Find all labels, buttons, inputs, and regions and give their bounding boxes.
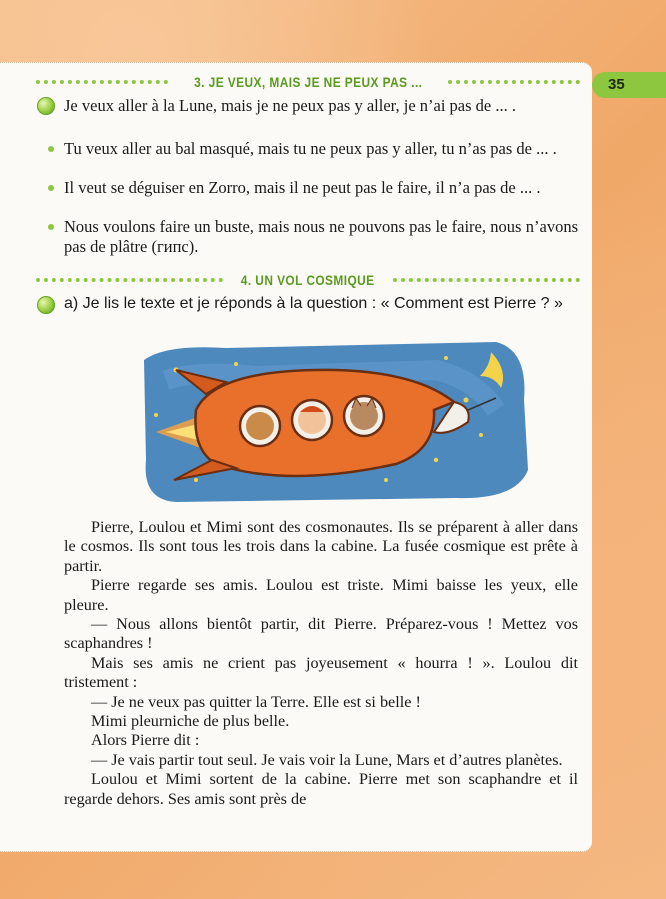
green-bullet-icon bbox=[48, 146, 54, 152]
exercise-3-item-1: Je veux aller à la Lune, mais je ne peux pas y aller, je n’ai pas de ... . bbox=[64, 96, 517, 115]
story-text bbox=[64, 518, 578, 809]
story-paragraph: — Je vais partir tout seul. Je vais voir la Lune, Mars et d’autres planètes. bbox=[91, 750, 563, 769]
page-number: 35 bbox=[592, 72, 666, 98]
section-4-header bbox=[36, 270, 580, 290]
story-paragraph: — Je ne veux pas quitter la Terre. Elle est si belle ! bbox=[91, 692, 421, 711]
story-paragraph: Mais ses amis ne crient pas joyeusement « hourra ! ». Loulou dit tristement : bbox=[64, 653, 578, 692]
green-ball-icon bbox=[37, 97, 55, 115]
section-3-title: 3. JE VEUX, MAIS JE NE PEUX PAS ... bbox=[193, 74, 423, 90]
green-ball-icon bbox=[37, 296, 55, 314]
green-bullet-icon bbox=[48, 224, 54, 230]
story-paragraph: Pierre, Loulou et Mimi sont des cosmonautes. Ils se préparent à aller dans le cosmos. Ils sont tous les trois dans la cabine. La fusée cosmique est prête à partir. bbox=[64, 518, 578, 575]
rocket-illustration bbox=[136, 340, 530, 504]
story-paragraph: Loulou et Mimi sortent de la cabine. Pierre met son scaphandre et il regarde dehors. Ses amis sont près de bbox=[64, 770, 578, 808]
dog-icon bbox=[246, 412, 274, 440]
section-4-title: 4. UN VOL COSMIQUE bbox=[241, 272, 375, 288]
dotted-rule bbox=[393, 278, 580, 282]
story-paragraph: Pierre regarde ses amis. Loulou est triste. Mimi baisse les yeux, elle pleure. bbox=[64, 576, 578, 614]
dotted-rule bbox=[448, 80, 580, 84]
story-paragraph: Mimi pleurniche de plus belle. bbox=[91, 712, 290, 731]
exercise-4-instruction: a) Je lis le texte et je réponds à la question : « Comment est Pierre ? » bbox=[64, 295, 563, 312]
story-paragraph: Alors Pierre dit : bbox=[91, 731, 200, 750]
section-3-header bbox=[36, 72, 580, 92]
story-paragraph: — Nous allons bientôt partir, dit Pierre. Préparez-vous ! Mettez vos scaphandres ! bbox=[64, 615, 578, 653]
exercise-3-item-4: Nous voulons faire un buste, mais nous ne pouvons pas le faire, nous n’avons pas de plâtre (гипс). bbox=[64, 217, 578, 256]
dotted-rule bbox=[36, 80, 168, 84]
exercise-3-item-3: Il veut se déguiser en Zorro, mais il ne peut pas le faire, il n’a pas de ... . bbox=[64, 178, 541, 197]
green-bullet-icon bbox=[48, 185, 54, 191]
exercise-3-item-2: Tu veux aller au bal masqué, mais tu ne peux pas y aller, tu n’as pas de ... . bbox=[64, 139, 557, 158]
dotted-rule bbox=[36, 278, 223, 282]
